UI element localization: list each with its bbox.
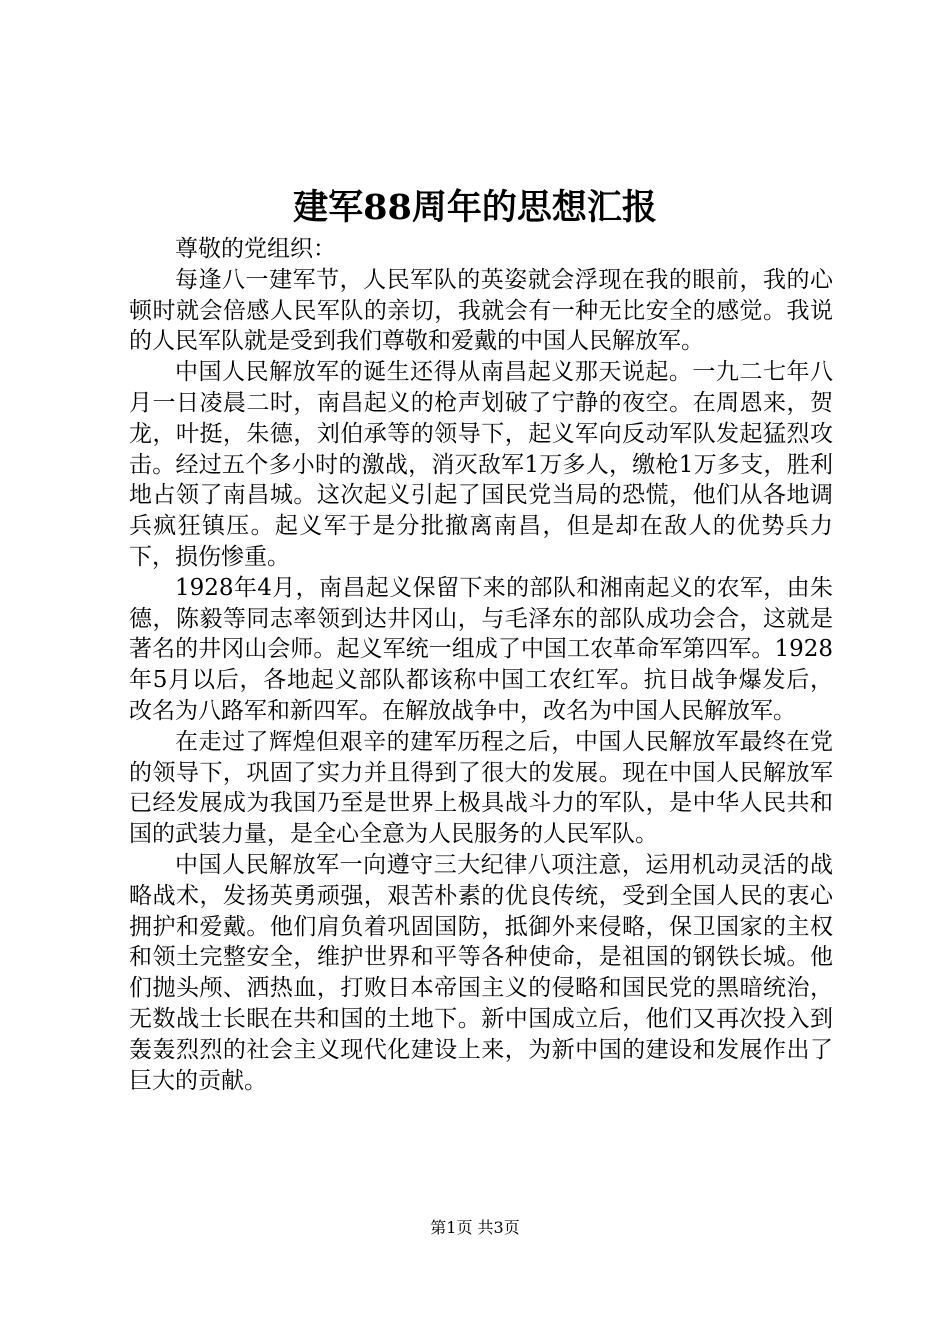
paragraph: 中国人民解放军的诞生还得从南昌起义那天说起。一九二七年八月一日凌晨二时，南昌起义的枪声划破了宁静的夜空。在周恩来，贺龙，叶挺，朱德，刘伯承等的领导下，起义军向反动军队发起猛烈攻击。经过五个多小时的激战，消灭敌军1万多人，缴枪1万多支，胜利地占领了南昌城。这次起义引起了国民党当局的恐慌，他们从各地调兵疯狂镇压。起义军于是分批撤离南昌，但是却在敌人的优势兵力下，损伤惨重。 <box>129 359 833 570</box>
document-body <box>129 234 833 1096</box>
paragraph: 中国人民解放军一向遵守三大纪律八项注意，运用机动灵活的战略战术，发扬英勇顽强，艰苦朴素的优良传统，受到全国人民的衷心拥护和爱戴。他们肩负着巩固国防，抵御外来侵略，保卫国家的主权和领土完整安全，维护世界和平等各种使命，是祖国的钢铁长城。他们抛头颅、洒热血，打败日本帝国主义的侵略和国民党的黑暗统治，无数战士长眠在共和国的土地下。新中国成立后，他们又再次投入到轰轰烈烈的社会主义现代化建设上来，为新中国的建设和发展作出了巨大的贡献。 <box>129 851 833 1094</box>
page-footer: 第1页 共3页 <box>430 1218 520 1237</box>
document-title: 建军88周年的思想汇报 <box>293 187 657 228</box>
paragraph: 每逢八一建军节，人民军队的英姿就会浮现在我的眼前，我的心顿时就会倍感人民军队的亲切，我就会有一种无比安全的感觉。我说的人民军队就是受到我们尊敬和爱戴的中国人民解放军。 <box>129 266 833 355</box>
paragraph: 在走过了辉煌但艰辛的建军历程之后，中国人民解放军最终在党的领导下，巩固了实力并且得到了很大的发展。现在中国人民解放军已经发展成为我国乃至是世界上极具战斗力的军队，是中华人民共和国的武装力量，是全心全意为人民服务的人民军队。 <box>129 728 833 848</box>
paragraph: 1928年4月，南昌起义保留下来的部队和湘南起义的农军，由朱德，陈毅等同志率领到达井冈山，与毛泽东的部队成功会合，这就是著名的井冈山会师。起义军统一组成了中国工农革命军第四军。1928年5月以后，各地起义部队都该称中国工农红军。抗日战争爆发后，改名为八路军和新四军。在解放战争中，改名为中国人民解放军。 <box>129 574 833 724</box>
salutation: 尊敬的党组织： <box>175 236 336 262</box>
